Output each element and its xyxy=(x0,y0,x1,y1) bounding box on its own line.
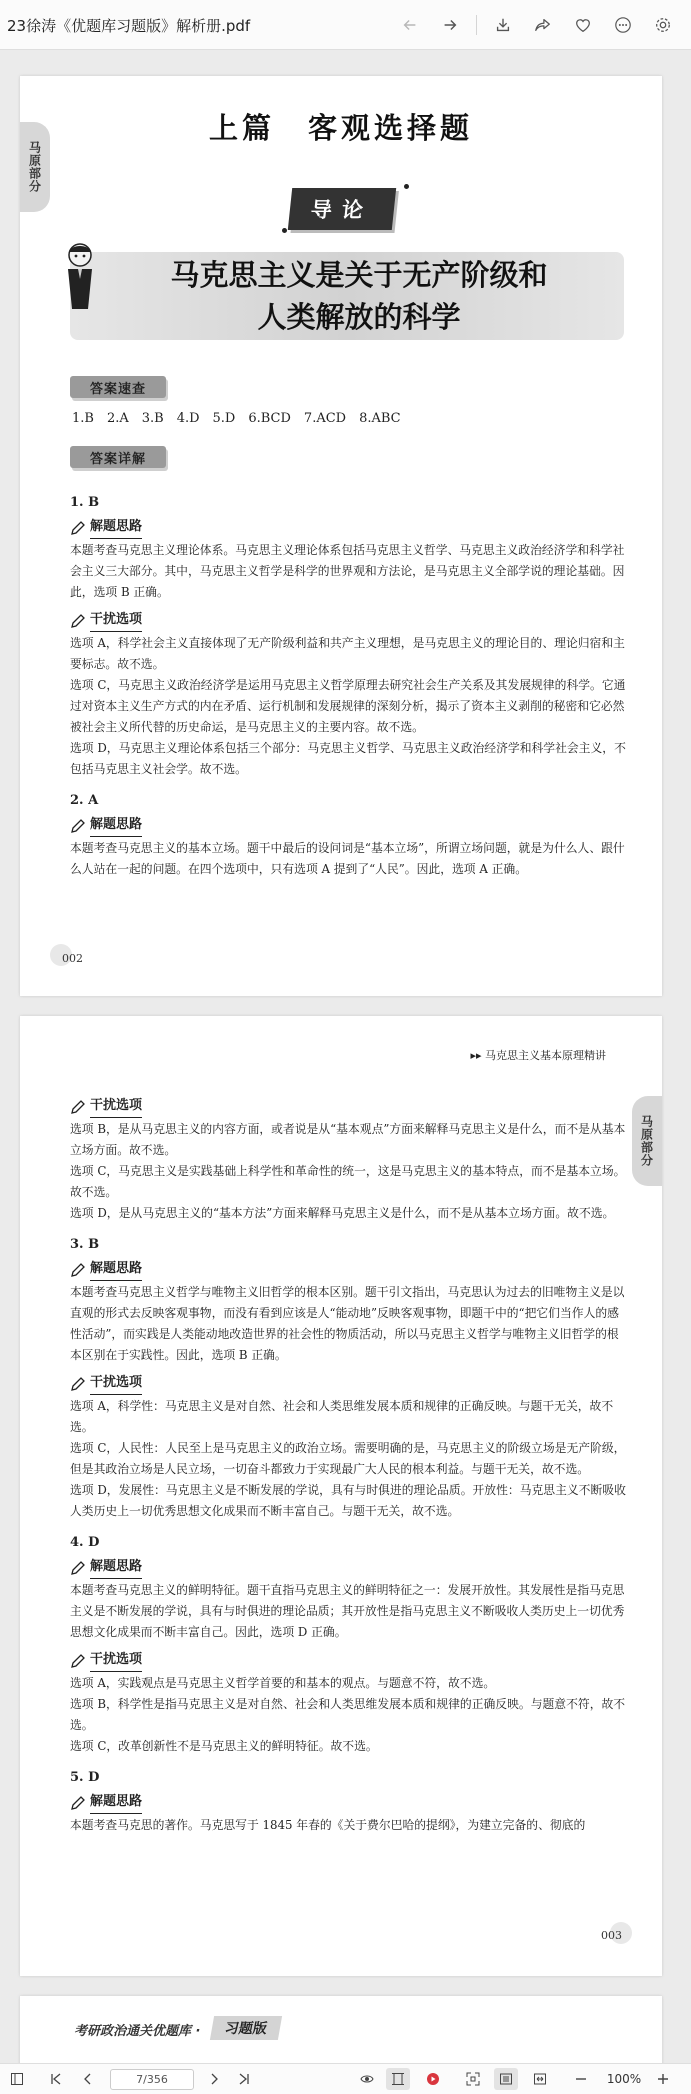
paragraph: 本题考查马克思的著作。马克思写于 1845 年春的《关于费尔巴哈的提纲》，为建立完备的、彻底的 xyxy=(70,1818,586,1832)
paragraph: 选项 A，实践观点是马克思主义哲学首要的和基本的观点。与题意不符，故不选。 xyxy=(70,1676,496,1690)
eye-icon[interactable] xyxy=(356,2068,378,2090)
continuous-scroll-icon[interactable] xyxy=(494,2068,518,2090)
page2-content xyxy=(70,1092,630,1836)
heading-label: 解题思路 xyxy=(90,1556,142,1579)
toolbar-icons xyxy=(390,10,683,40)
fit-width-icon[interactable] xyxy=(528,2068,552,2090)
prev-page-icon[interactable] xyxy=(78,2068,98,2090)
pen-icon xyxy=(70,1262,86,1278)
paragraph: 选项 C，人民性：人民至上是马克思主义的政治立场。需要明确的是，马克思主义的阶级立场是无产阶级，但是其政治立场是人民立场，一切奋斗都致力于实现最广大人民的根本利益。与题干无关，故不选。 xyxy=(70,1441,626,1476)
paragraph: 本题考查马克思主义的鲜明特征。题干直指马克思主义的鲜明特征之一：发展开放性。其发展性是指马克思主义是不断发展的学说，具有与时俱进的理论品质；其开放性是指马克思主义不断吸收人类历史上一切优秀思想文化成果而不断丰富自己。因此，选项 D 正确。 xyxy=(70,1583,625,1639)
paragraph: 选项 B，是从马克思主义的内容方面，或者说是从“基本观点”方面来解释马克思主义是什么，而不是从基本立场方面。故不选。 xyxy=(70,1122,626,1157)
chapter-title-line2: 人类解放的科学 xyxy=(257,300,461,334)
paragraph: 选项 D，发展性：马克思主义是不断发展的学说，具有与时俱进的理论品质。开放性：马克思主义不断吸收人类历史上一切优秀思想文化成果而不断丰富自己。与题干无关，故不选。 xyxy=(70,1483,626,1518)
pdf-page-002 xyxy=(20,76,662,996)
question-number: 1. B xyxy=(70,495,100,510)
question-number: 3. B xyxy=(70,1237,100,1252)
side-tab: 马原部分 xyxy=(20,122,50,212)
chapter-title xyxy=(144,254,574,338)
paragraph: 选项 C，马克思主义政治经济学是运用马克思主义哲学原理去研究社会生产关系及其发展规律的科学。它通过对资本主义生产方式的内在矛盾、运行机制和发展规律的深刻分析，揭示了资本主义剥削的秘密和它必然被社会主义所代替的历史命运，是马克思主义的主要内容。故不选。 xyxy=(70,678,626,734)
pen-icon xyxy=(70,1099,86,1115)
more-icon[interactable] xyxy=(603,10,643,40)
quick-answers-tag: 答案速查 xyxy=(70,376,166,398)
bottom-toolbar xyxy=(0,2063,691,2094)
solution-heading xyxy=(70,1258,630,1281)
paragraph: 选项 C，改革创新性不是马克思主义的鲜明特征。故不选。 xyxy=(70,1739,378,1753)
decor-dot xyxy=(404,184,409,189)
share-icon[interactable] xyxy=(523,10,563,40)
heading-label: 干扰选项 xyxy=(90,1372,142,1395)
pen-icon xyxy=(70,1795,86,1811)
paragraph: 选项 A，科学社会主义直接体现了无产阶级利益和共产主义理想，是马克思主义的理论目的、理论归宿和主要标志。故不选。 xyxy=(70,636,625,671)
paragraph: 本题考查马克思主义的基本立场。题干中最后的设问词是“基本立场”，所谓立场问题，就是为什么人、跟什么人站在一起的问题。在四个选项中，只有选项 A 提到了“人民”。因此，选项 A 正确。 xyxy=(70,841,625,876)
paragraph: 本题考查马克思主义理论体系。马克思主义理论体系包括马克思主义哲学、马克思主义政治经济学和科学社会主义三大部分。其中，马克思主义哲学是科学的世界观和方法论，是马克思主义全部学说的理论基础。因此，选项 B 正确。 xyxy=(70,543,625,599)
distractor-heading xyxy=(70,1649,630,1672)
edition-badge: 习题版 xyxy=(210,2016,282,2040)
zoom-in-icon[interactable] xyxy=(654,2068,672,2090)
question-number: 2. A xyxy=(70,793,99,808)
page-number: 003 xyxy=(601,1929,622,1942)
pen-icon xyxy=(70,613,86,629)
paragraph: 选项 A，科学性：马克思主义是对自然、社会和人类思维发展本质和规律的正确反映。与题干无关，故不选。 xyxy=(70,1399,614,1434)
download-icon[interactable] xyxy=(483,10,523,40)
paragraph: 选项 C，马克思主义是实践基础上科学性和革命性的统一，这是马克思主义的基本特点，而不是基本立场。故不选。 xyxy=(70,1164,626,1199)
paragraph: 选项 D，马克思主义理论体系包括三个部分：马克思主义哲学、马克思主义政治经济学和科学社会主义，不包括马克思主义社会学。故不选。 xyxy=(70,741,626,776)
solution-heading xyxy=(70,1556,630,1579)
question-number: 5. D xyxy=(70,1770,100,1785)
next-page-icon[interactable] xyxy=(204,2068,224,2090)
quick-answers: 1.B 2.A 3.B 4.D 5.D 6.BCD 7.ACD 8.ABC xyxy=(72,411,401,426)
settings-icon[interactable] xyxy=(643,10,683,40)
mascot-icon xyxy=(58,239,102,313)
distractor-heading xyxy=(70,609,630,632)
thumbnail-panel-icon[interactable] xyxy=(6,2068,28,2090)
toolbar-divider xyxy=(476,15,477,35)
decor-dot xyxy=(282,228,287,233)
paragraph: 选项 B，科学性是指马克思主义是对自然、社会和人类思维发展本质和规律的正确反映。与题意不符，故不选。 xyxy=(70,1697,626,1732)
heading-label: 干扰选项 xyxy=(90,1649,142,1672)
running-head: ▸▸ 马克思主义基本原理精讲 xyxy=(470,1049,606,1062)
page-number-input[interactable]: 7/356 xyxy=(110,2069,194,2090)
forward-icon[interactable] xyxy=(430,10,470,40)
heading-label: 干扰选项 xyxy=(90,1095,142,1118)
pdf-page-003 xyxy=(20,1016,662,1976)
pen-icon xyxy=(70,520,86,536)
heading-label: 解题思路 xyxy=(90,814,142,837)
pen-icon xyxy=(70,1560,86,1576)
fit-height-icon[interactable] xyxy=(386,2068,410,2090)
document-title: 23徐涛《优题库习题版》解析册.pdf xyxy=(7,17,251,35)
question-number: 4. D xyxy=(70,1535,100,1550)
solution-heading xyxy=(70,516,630,539)
heart-icon[interactable] xyxy=(563,10,603,40)
distractor-heading xyxy=(70,1372,630,1395)
back-icon[interactable] xyxy=(390,10,430,40)
page1-content xyxy=(70,484,630,880)
pen-icon xyxy=(70,818,86,834)
paragraph: 本题考查马克思主义哲学与唯物主义旧哲学的根本区别。题干引文指出，马克思认为过去的旧唯物主义是以直观的形式去反映客观事物，而没有看到应该是人“能动地”反映客观事物，即题干中的“把它们当作人的感性活动”，而实践是人类能动地改造世界的社会性的物质活动，所以马克思主义哲学与唯物主义旧哲学的根本区别在于实践性。因此，选项 B 正确。 xyxy=(70,1285,625,1362)
chapter-banner xyxy=(70,252,624,340)
side-tab: 马原部分 xyxy=(632,1096,662,1186)
detailed-answers-tag: 答案详解 xyxy=(70,446,166,468)
paragraph: 选项 D，是从马克思主义的“基本方法”方面来解释马克思主义是什么，而不是从基本立场方面。故不选。 xyxy=(70,1206,615,1220)
chapter-title-line1: 马克思主义是关于无产阶级和 xyxy=(170,258,548,292)
page-number: 002 xyxy=(62,952,83,965)
part-title: 上篇 客观选择题 xyxy=(208,111,473,145)
heading-label: 解题思路 xyxy=(90,1258,142,1281)
zoom-out-icon[interactable] xyxy=(572,2068,590,2090)
heading-label: 解题思路 xyxy=(90,1791,142,1814)
play-icon[interactable] xyxy=(422,2068,444,2090)
intro-badge: 导论 xyxy=(288,188,396,230)
fullscreen-icon[interactable] xyxy=(462,2068,484,2090)
series-logo: 考研政治通关优题库 · xyxy=(74,2024,201,2039)
solution-heading xyxy=(70,814,630,837)
top-toolbar xyxy=(0,0,691,50)
pen-icon xyxy=(70,1376,86,1392)
heading-label: 干扰选项 xyxy=(90,609,142,632)
zoom-level[interactable]: 100% xyxy=(606,2072,642,2086)
distractor-heading xyxy=(70,1095,630,1118)
last-page-icon[interactable] xyxy=(234,2068,254,2090)
heading-label: 解题思路 xyxy=(90,516,142,539)
first-page-icon[interactable] xyxy=(46,2068,66,2090)
solution-heading xyxy=(70,1791,630,1814)
pen-icon xyxy=(70,1653,86,1669)
